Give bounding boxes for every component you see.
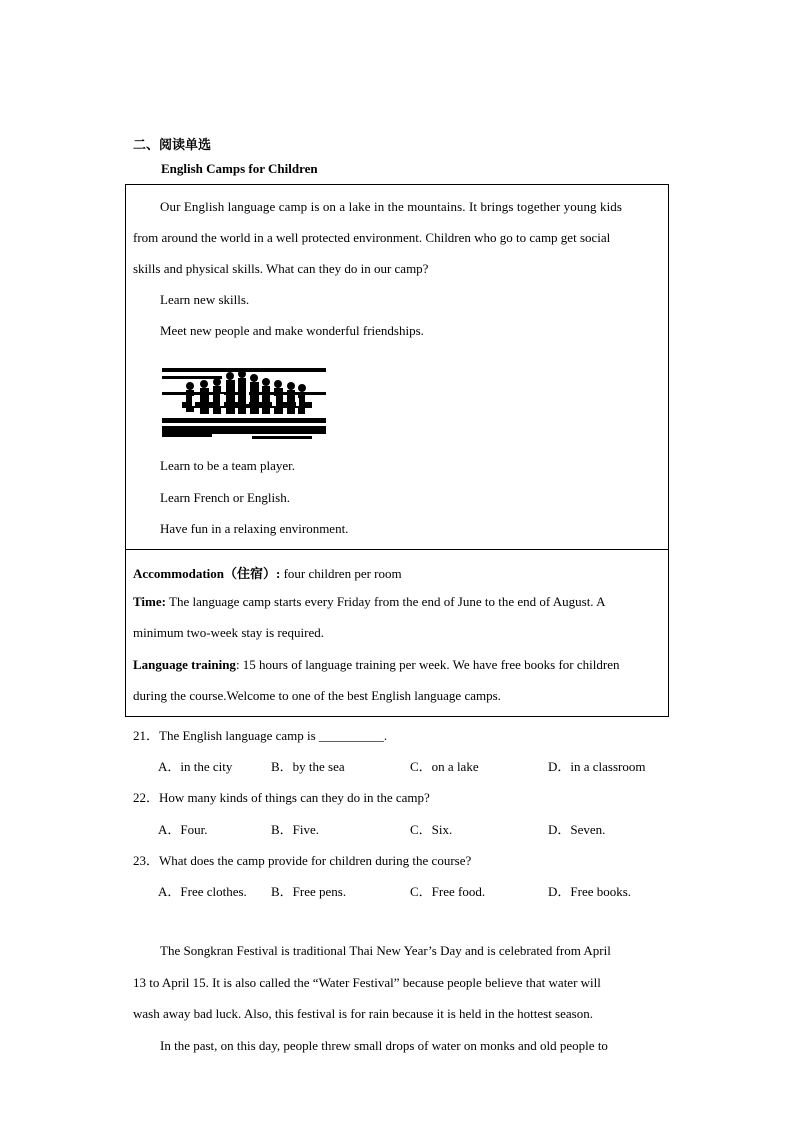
activity-item: Have fun in a relaxing environment. (160, 521, 349, 536)
time-line: minimum two-week stay is required. (133, 625, 324, 640)
intro-line: skills and physical skills. What can they do in our camp? (133, 261, 429, 276)
option-c: C．Six. (410, 822, 453, 837)
option-a: A．in the city (158, 759, 233, 774)
passage2-line: In the past, on this day, people threw small drops of water on monks and old people to (160, 1038, 608, 1053)
option-d: D．in a classroom (548, 759, 646, 774)
passage-title: English Camps for Children (161, 161, 318, 176)
option-a: A．Free clothes. (158, 884, 247, 899)
intro-line: Our English language camp is on a lake in the mountains. It brings together young kids (160, 199, 623, 214)
camp-group-photo (162, 362, 326, 440)
option-b: B．Five. (271, 822, 320, 837)
question-stem: 21．The English language camp is __________. (133, 728, 388, 743)
accommodation-row (133, 563, 402, 582)
time-label: Time: (133, 594, 166, 609)
accommodation-label: Accommodation（住宿）: (133, 566, 281, 581)
activity-item: Learn French or English. (160, 490, 290, 505)
passage2-line: The Songkran Festival is traditional Thai New Year’s Day and is celebrated from April (160, 943, 611, 958)
accommodation-value: four children per room (280, 566, 402, 581)
passage2-line: 13 to April 15. It is also called the “Water Festival” because people believe that water will (133, 975, 601, 990)
time-row (133, 594, 605, 610)
section-title: 二、阅读单选 (133, 138, 212, 153)
option-c: C．on a lake (410, 759, 479, 774)
option-c: C．Free food. (410, 884, 486, 899)
option-d: D．Free books. (548, 884, 632, 899)
option-b: B．Free pens. (271, 884, 347, 899)
option-b: B．by the sea (271, 759, 345, 774)
time-value: The language camp starts every Friday from the end of June to the end of August. A (165, 594, 606, 609)
training-line: during the course.Welcome to one of the best English language camps. (133, 688, 501, 703)
activity-item: Meet new people and make wonderful friendships. (160, 323, 424, 338)
question-stem: 23．What does the camp provide for children during the course? (133, 853, 472, 868)
passage2-line: wash away bad luck. Also, this festival is for rain because it is held in the hottest season. (133, 1006, 593, 1021)
training-value: : 15 hours of language training per week. We have free books for children (235, 657, 620, 672)
activity-item: Learn to be a team player. (160, 458, 295, 473)
option-d: D．Seven. (548, 822, 606, 837)
intro-line: from around the world in a well protected environment. Children who go to camp get social (133, 230, 611, 245)
activity-item: Learn new skills. (160, 292, 250, 307)
training-row (133, 657, 619, 673)
option-a: A．Four. (158, 822, 208, 837)
training-label: Language training (133, 657, 236, 672)
question-stem: 22．How many kinds of things can they do in the camp? (133, 790, 430, 805)
